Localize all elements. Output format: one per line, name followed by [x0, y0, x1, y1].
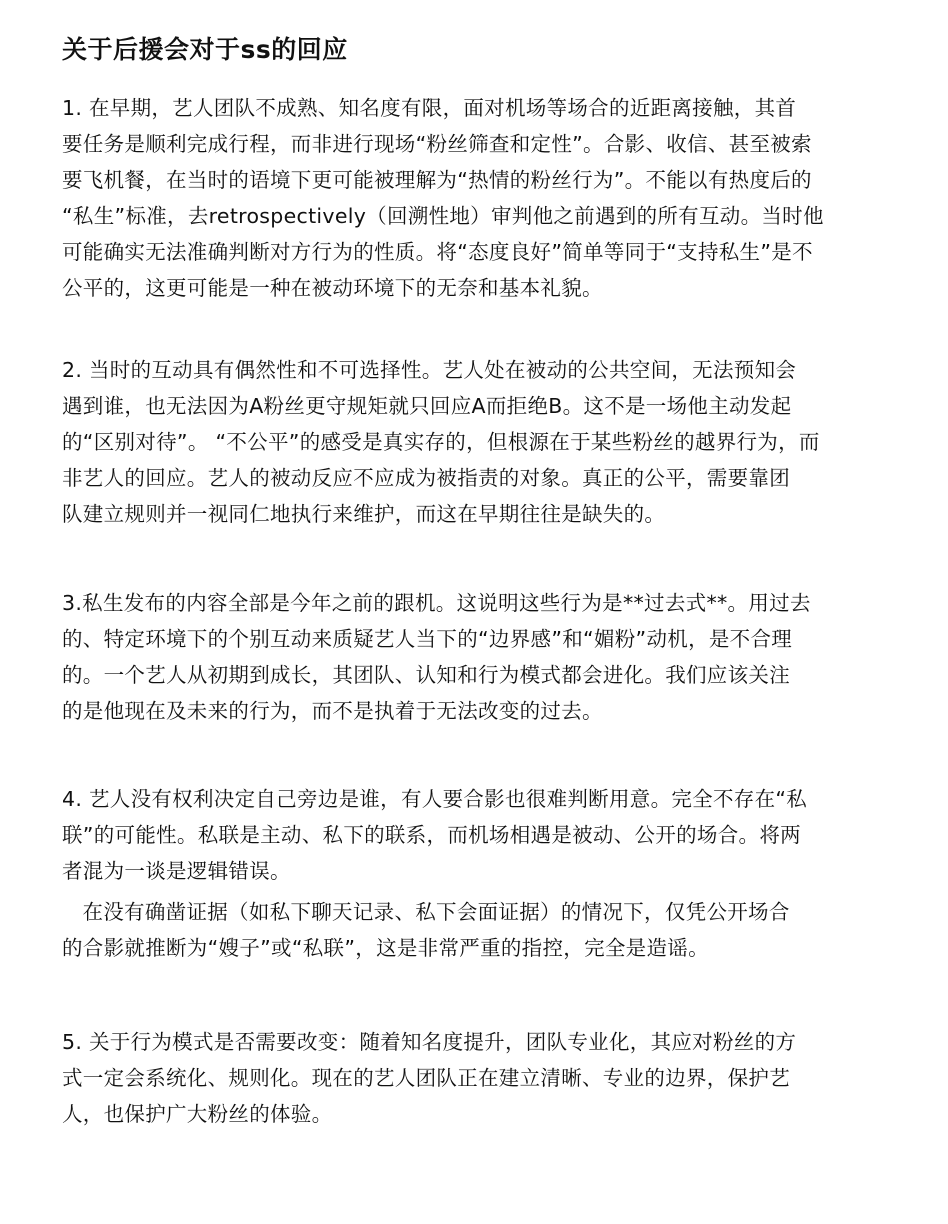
document-title: 关于后援会对于ss的回应: [62, 35, 348, 64]
paragraph-line: 遇到谁，也无法因为A粉丝更守规矩就只回应A而拒绝B。这不是一场他主动发起: [62, 394, 792, 418]
paragraph-line: 可能确实无法准确判断对方行为的性质。将“态度良好”简单等同于“支持私生”是不: [62, 240, 813, 264]
paragraph-line: 4. 艺人没有权利决定自己旁边是谁，有人要合影也很难判断用意。完全不存在“私: [62, 787, 808, 811]
paragraph-line: 的是他现在及未来的行为，而不是执着于无法改变的过去。: [62, 699, 603, 723]
paragraph-line: 在没有确凿证据（如私下聊天记录、私下会面证据）的情况下，仅凭公开场合: [62, 900, 790, 924]
paragraph-line: 的“区别对待”。 “不公平”的感受是真实存的，但根源在于某些粉丝的越界行为，而: [62, 430, 820, 454]
paragraph-3: [62, 585, 888, 729]
paragraph-line: 非艺人的回应。艺人的被动反应不应成为被指责的对象。真正的公平，需要靠团: [62, 466, 790, 490]
paragraph-line: 的合影就推断为“嫂子”或“私联”，这是非常严重的指控，完全是造谣。: [62, 936, 709, 960]
paragraph-line: 式一定会系统化、规则化。现在的艺人团队正在建立清晰、专业的边界，保护艺: [62, 1066, 790, 1090]
paragraph-line: 3.私生发布的内容全部是今年之前的跟机。这说明这些行为是**过去式**。用过去: [62, 591, 811, 615]
paragraph-line: 队建立规则并一视同仁地执行来维护，而这在早期往往是缺失的。: [62, 502, 666, 526]
paragraph-line: 要飞机餐，在当时的语境下更可能被理解为“热情的粉丝行为”。不能以有热度后的: [62, 168, 812, 192]
paragraph-line: 1. 在早期，艺人团队不成熟、知名度有限，面对机场等场合的近距离接触，其首: [62, 96, 797, 120]
paragraph-line: 公平的，这更可能是一种在被动环境下的无奈和基本礼貌。: [62, 276, 603, 300]
paragraph-1: [62, 90, 888, 306]
paragraph-line: 2. 当时的互动具有偶然性和不可选择性。艺人处在被动的公共空间，无法预知会: [62, 358, 797, 382]
paragraph-line: 的。一个艺人从初期到成长，其团队、认知和行为模式都会进化。我们应该关注: [62, 663, 790, 687]
paragraph-4-continued: [62, 894, 888, 966]
paragraph-2: [62, 352, 888, 532]
paragraph-line: 联”的可能性。私联是主动、私下的联系，而机场相遇是被动、公开的场合。将两: [62, 823, 801, 847]
paragraph-line: 的、特定环境下的个别互动来质疑艺人当下的“边界感”和“媚粉”动机，是不合理: [62, 627, 793, 651]
paragraph-line: 人，也保护广大粉丝的体验。: [62, 1102, 333, 1126]
paragraph-5: [62, 1024, 888, 1132]
paragraph-line: 者混为一谈是逻辑错误。: [62, 859, 291, 883]
paragraph-line: 5. 关于行为模式是否需要改变：随着知名度提升，团队专业化，其应对粉丝的方: [62, 1030, 797, 1054]
paragraph-4: [62, 781, 888, 889]
paragraph-line: 要任务是顺利完成行程，而非进行现场“粉丝筛查和定性”。合影、收信、甚至被索: [62, 132, 812, 156]
paragraph-line: “私生”标准，去retrospectively（回溯性地）审判他之前遇到的所有互动。当时他: [62, 204, 824, 228]
